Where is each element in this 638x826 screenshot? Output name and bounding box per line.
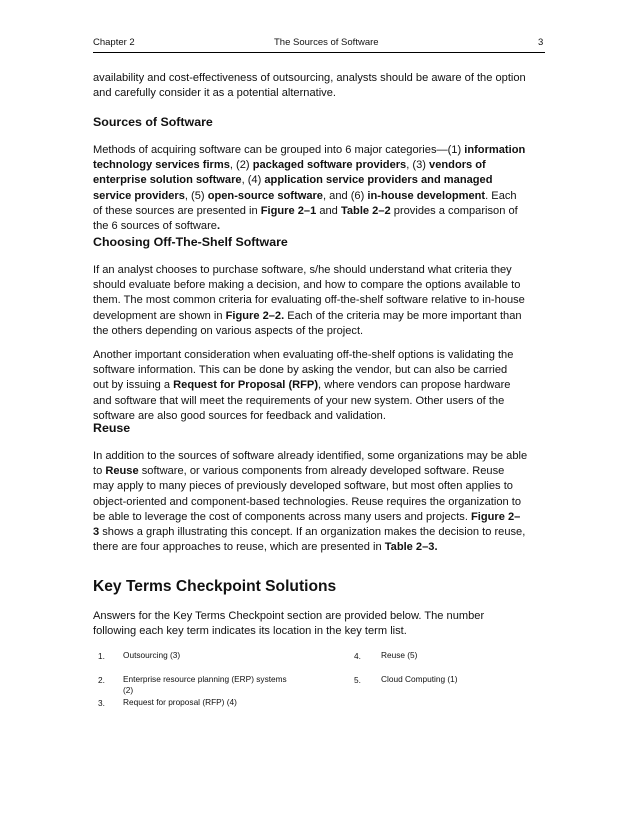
choosing-paragraph-1 (93, 263, 553, 339)
key-terms-intro (93, 609, 553, 639)
text-line: object-oriented and component-based technologies. Reuse requires the organization to (93, 495, 522, 508)
text-line: to Reuse software, or various components from already developed software. Reuse (93, 465, 505, 478)
intro-paragraph (93, 71, 553, 101)
key-term-number: 2. (98, 675, 105, 685)
text-line: service providers, (5) open-source software, and (6) in-house development. Each (93, 189, 517, 202)
section-heading-reuse: Reuse (93, 421, 131, 435)
key-term-item: Reuse (5) (381, 650, 418, 660)
header-rule (93, 52, 545, 53)
text-line: and software that will meet the requirements of your new system. Other users of the (93, 394, 505, 407)
section-heading-choosing: Choosing Off-The-Shelf Software (93, 235, 288, 249)
choosing-paragraph-2 (93, 348, 553, 424)
text-line: Methods of acquiring software can be grouped into 6 major categories—(1) information (93, 144, 526, 156)
text-line: technology services firms, (2) packaged software providers, (3) vendors of (93, 159, 486, 172)
section-heading-sources: Sources of Software (93, 115, 213, 129)
text-line: If an analyst chooses to purchase software, s/he should understand what criteria they (93, 264, 512, 276)
key-term-item: Enterprise resource planning (ERP) systems (123, 674, 287, 684)
key-term-item: Request for proposal (RFP) (4) (123, 697, 237, 707)
sources-paragraph (93, 143, 553, 234)
key-term-item: Outsourcing (3) (123, 650, 181, 660)
text-line: Another important consideration when evaluating off-the-shelf options is validating the (93, 349, 514, 361)
section-heading-key-terms: Key Terms Checkpoint Solutions (93, 578, 337, 595)
key-term-item-continued: (2) (123, 685, 134, 695)
text-line: software are also good sources for feedback and validation. (93, 409, 386, 422)
text-line: the others depending on various aspects of the project. (93, 324, 364, 337)
text-line: them. The most common criteria for evaluating off-the-shelf software relative to in-house (93, 294, 525, 307)
text-line: there are four approaches to reuse, which are presented in Table 2–3. (93, 541, 438, 554)
key-term-number: 5. (354, 675, 361, 685)
key-term-number: 3. (98, 698, 105, 708)
text-line: development are shown in Figure 2–2. Each of the criteria may be more important than (93, 309, 522, 322)
text-line: and carefully consider it as a potential alternative. (93, 87, 336, 100)
header-chapter: Chapter 2 (93, 37, 135, 48)
text-line: be able to leverage the cost of components across many users and projects. Figure 2– (93, 510, 521, 523)
text-line: In addition to the sources of software already identified, some organizations may be able (93, 450, 528, 462)
text-line: may apply to many pieces of previously developed software, but most often applies to (93, 480, 513, 493)
text-line: following each key term indicates its location in the key term list. (93, 625, 407, 638)
header-title: The Sources of Software (274, 37, 379, 48)
text-line: availability and cost-effectiveness of outsourcing, analysts should be aware of the option (93, 72, 526, 84)
text-line: should evaluate before making a decision, and how to compare the options available to (93, 279, 521, 292)
text-line: software information. This can be done by asking the vendor, but can also be carried (93, 364, 508, 377)
reuse-paragraph (93, 449, 553, 555)
header-page-number: 3 (538, 37, 544, 48)
text-line: the 6 sources of software. (93, 220, 221, 233)
key-term-number: 1. (98, 651, 105, 661)
text-line: 3 shows a graph illustrating this concept. If an organization makes the decision to reuse, (93, 526, 526, 539)
text-line: of these sources are presented in Figure 2–1 and Table 2–2 provides a comparison of (93, 204, 518, 217)
text-line: out by issuing a Request for Proposal (RFP), where vendors can propose hardware (93, 379, 511, 392)
text-line: enterprise solution software, (4) application service providers and managed (93, 174, 493, 187)
key-term-number: 4. (354, 651, 361, 661)
text-line: Answers for the Key Terms Checkpoint section are provided below. The number (93, 610, 485, 622)
key-term-item: Cloud Computing (1) (381, 674, 458, 684)
